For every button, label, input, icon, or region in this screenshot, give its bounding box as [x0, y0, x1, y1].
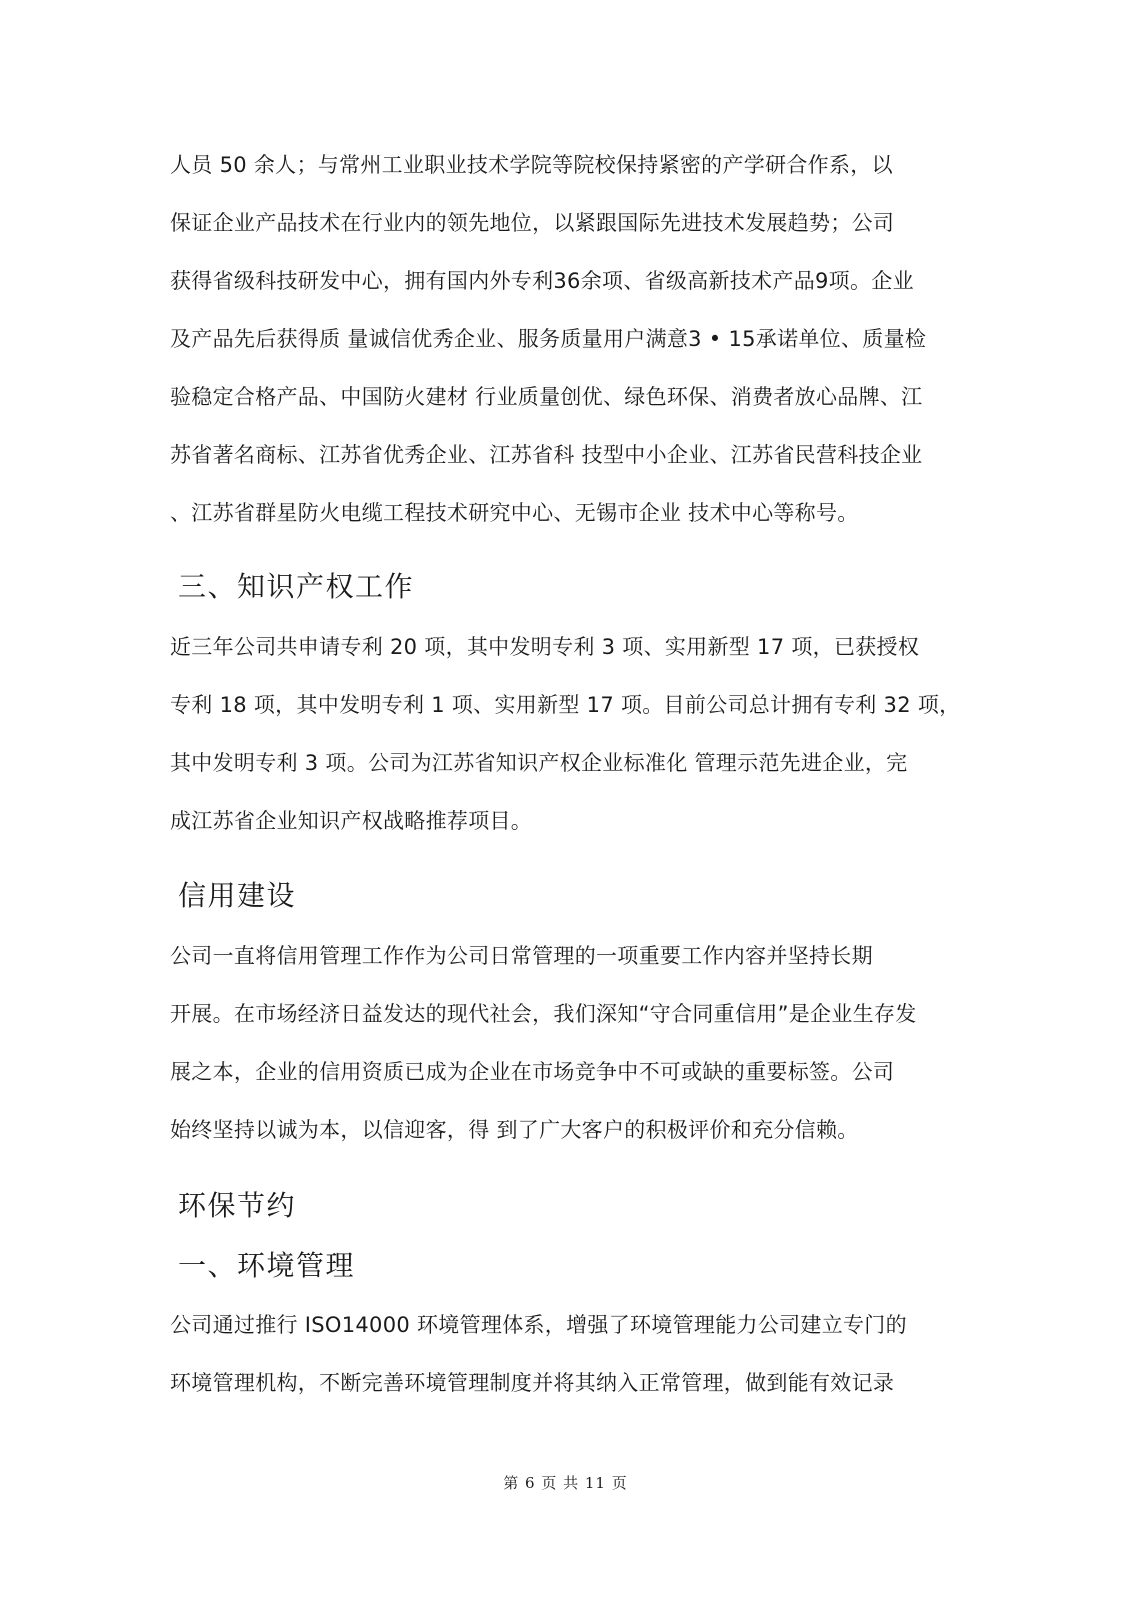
- paragraph-line: 公司一直将信用管理工作作为公司日常管理的一项重要工作内容并坚持长期: [170, 944, 873, 968]
- paragraph-line: 获得省级科技研发中心，拥有国内外专利36余项、省级高新技术产品9项。企业: [170, 269, 914, 293]
- section-heading-credit: 信用建设: [178, 879, 297, 912]
- paragraph-line: 及产品先后获得质 量诚信优秀企业、服务质量用户满意3 • 15承诺单位、质量检: [170, 327, 927, 351]
- paragraph-line: 苏省著名商标、江苏省优秀企业、江苏省科 技型中小企业、江苏省民营科技企业: [170, 443, 923, 467]
- page-number: 第 6 页 共 11 页: [503, 1474, 628, 1492]
- section-heading-ip: 三、知识产权工作: [178, 570, 415, 603]
- paragraph-line: 专利 18 项，其中发明专利 1 项、实用新型 17 项。目前公司总计拥有专利 32 项，: [170, 693, 960, 717]
- subsection-heading-env-mgmt: 一、环境管理: [178, 1249, 356, 1282]
- paragraph-line: 展之本，企业的信用资质已成为企业在市场竞争中不可或缺的重要标签。公司: [170, 1060, 895, 1084]
- paragraph-line: 公司通过推行 ISO14000 环境管理体系，增强了环境管理能力公司建立专门的: [170, 1313, 907, 1337]
- paragraph-line: 近三年公司共申请专利 20 项，其中发明专利 3 项、实用新型 17 项，已获授权: [170, 635, 920, 659]
- paragraph-line: 开展。在市场经济日益发达的现代社会，我们深知“守合同重信用”是企业生存发: [170, 1002, 917, 1026]
- paragraph-line: 其中发明专利 3 项。公司为江苏省知识产权企业标准化 管理示范先进企业，完: [170, 751, 908, 775]
- paragraph-line: 始终坚持以诚为本，以信迎客，得 到了广大客户的积极评价和充分信赖。: [170, 1118, 859, 1142]
- section-heading-env: 环保节约: [178, 1189, 297, 1222]
- paragraph-line: 验稳定合格产品、中国防火建材 行业质量创优、绿色环保、消费者放心品牌、江: [170, 385, 923, 409]
- paragraph-line: 、江苏省群星防火电缆工程技术研究中心、无锡市企业 技术中心等称号。: [170, 501, 859, 525]
- paragraph-line: 人员 50 余人；与常州工业职业技术学院等院校保持紧密的产学研合作系，以: [170, 153, 893, 177]
- paragraph-line: 环境管理机构，不断完善环境管理制度并将其纳入正常管理，做到能有效记录: [170, 1371, 895, 1395]
- paragraph-line: 成江苏省企业知识产权战略推荐项目。: [170, 809, 533, 833]
- paragraph-line: 保证企业产品技术在行业内的领先地位，以紧跟国际先进技术发展趋势；公司: [170, 211, 895, 235]
